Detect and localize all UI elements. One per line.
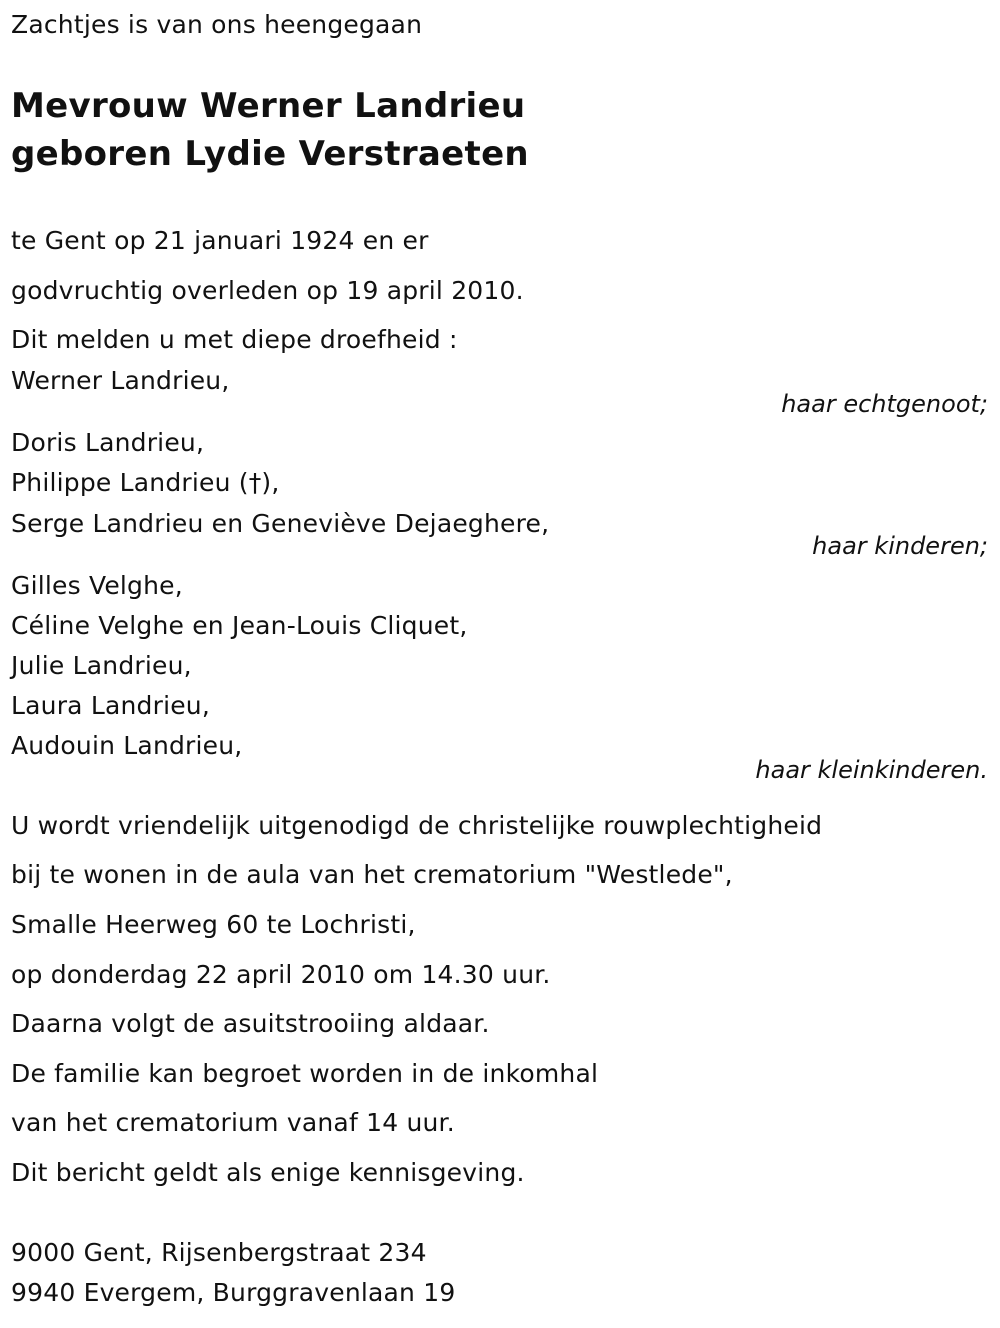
ceremony-line: U wordt vriendelijk uitgenodigd de christelijke rouwplechtigheid [11,811,823,840]
ceremony-line: Daarna volgt de asuitstrooiing aldaar. [11,1009,490,1038]
children-role: haar kinderen; [812,532,988,560]
family-address: 9000 Gent, Rijsenbergstraat 234 [11,1238,427,1267]
intro-text: Zachtjes is van ons heengegaan [11,10,423,39]
ceremony-line: van het crematorium vanaf 14 uur. [11,1108,455,1137]
grandchild-name: Laura Landrieu, [11,691,210,720]
deceased-name: Mevrouw Werner Landrieu [11,86,526,126]
ceremony-line: Dit bericht geldt als enige kennisgeving. [11,1158,525,1187]
ceremony-date: op donderdag 22 april 2010 om 14.30 uur. [11,960,551,989]
grandchild-name: Céline Velghe en Jean-Louis Cliquet, [11,611,468,640]
grandchild-name: Julie Landrieu, [11,651,192,680]
spouse-name: Werner Landrieu, [11,366,230,395]
announcement-text: Dit melden u met diepe droefheid : [11,325,458,354]
child-name: Doris Landrieu, [11,428,205,457]
child-name: Serge Landrieu en Geneviève Dejaeghere, [11,509,550,538]
ceremony-line: De familie kan begroet worden in de inkomhal [11,1059,599,1088]
maiden-name: geboren Lydie Verstraeten [11,134,529,174]
spouse-role: haar echtgenoot; [781,390,988,418]
ceremony-line: bij te wonen in de aula van het crematorium "Westlede", [11,860,733,889]
child-name: Philippe Landrieu (†), [11,468,280,497]
grandchild-name: Audouin Landrieu, [11,731,243,760]
death-text: godvruchtig overleden op 19 april 2010. [11,276,524,305]
ceremony-address: Smalle Heerweg 60 te Lochristi, [11,910,416,939]
grandchild-name: Gilles Velghe, [11,571,183,600]
family-address: 9940 Evergem, Burggravenlaan 19 [11,1278,456,1307]
birth-text: te Gent op 21 januari 1924 en er [11,226,429,255]
grandchildren-role: haar kleinkinderen. [755,756,988,784]
